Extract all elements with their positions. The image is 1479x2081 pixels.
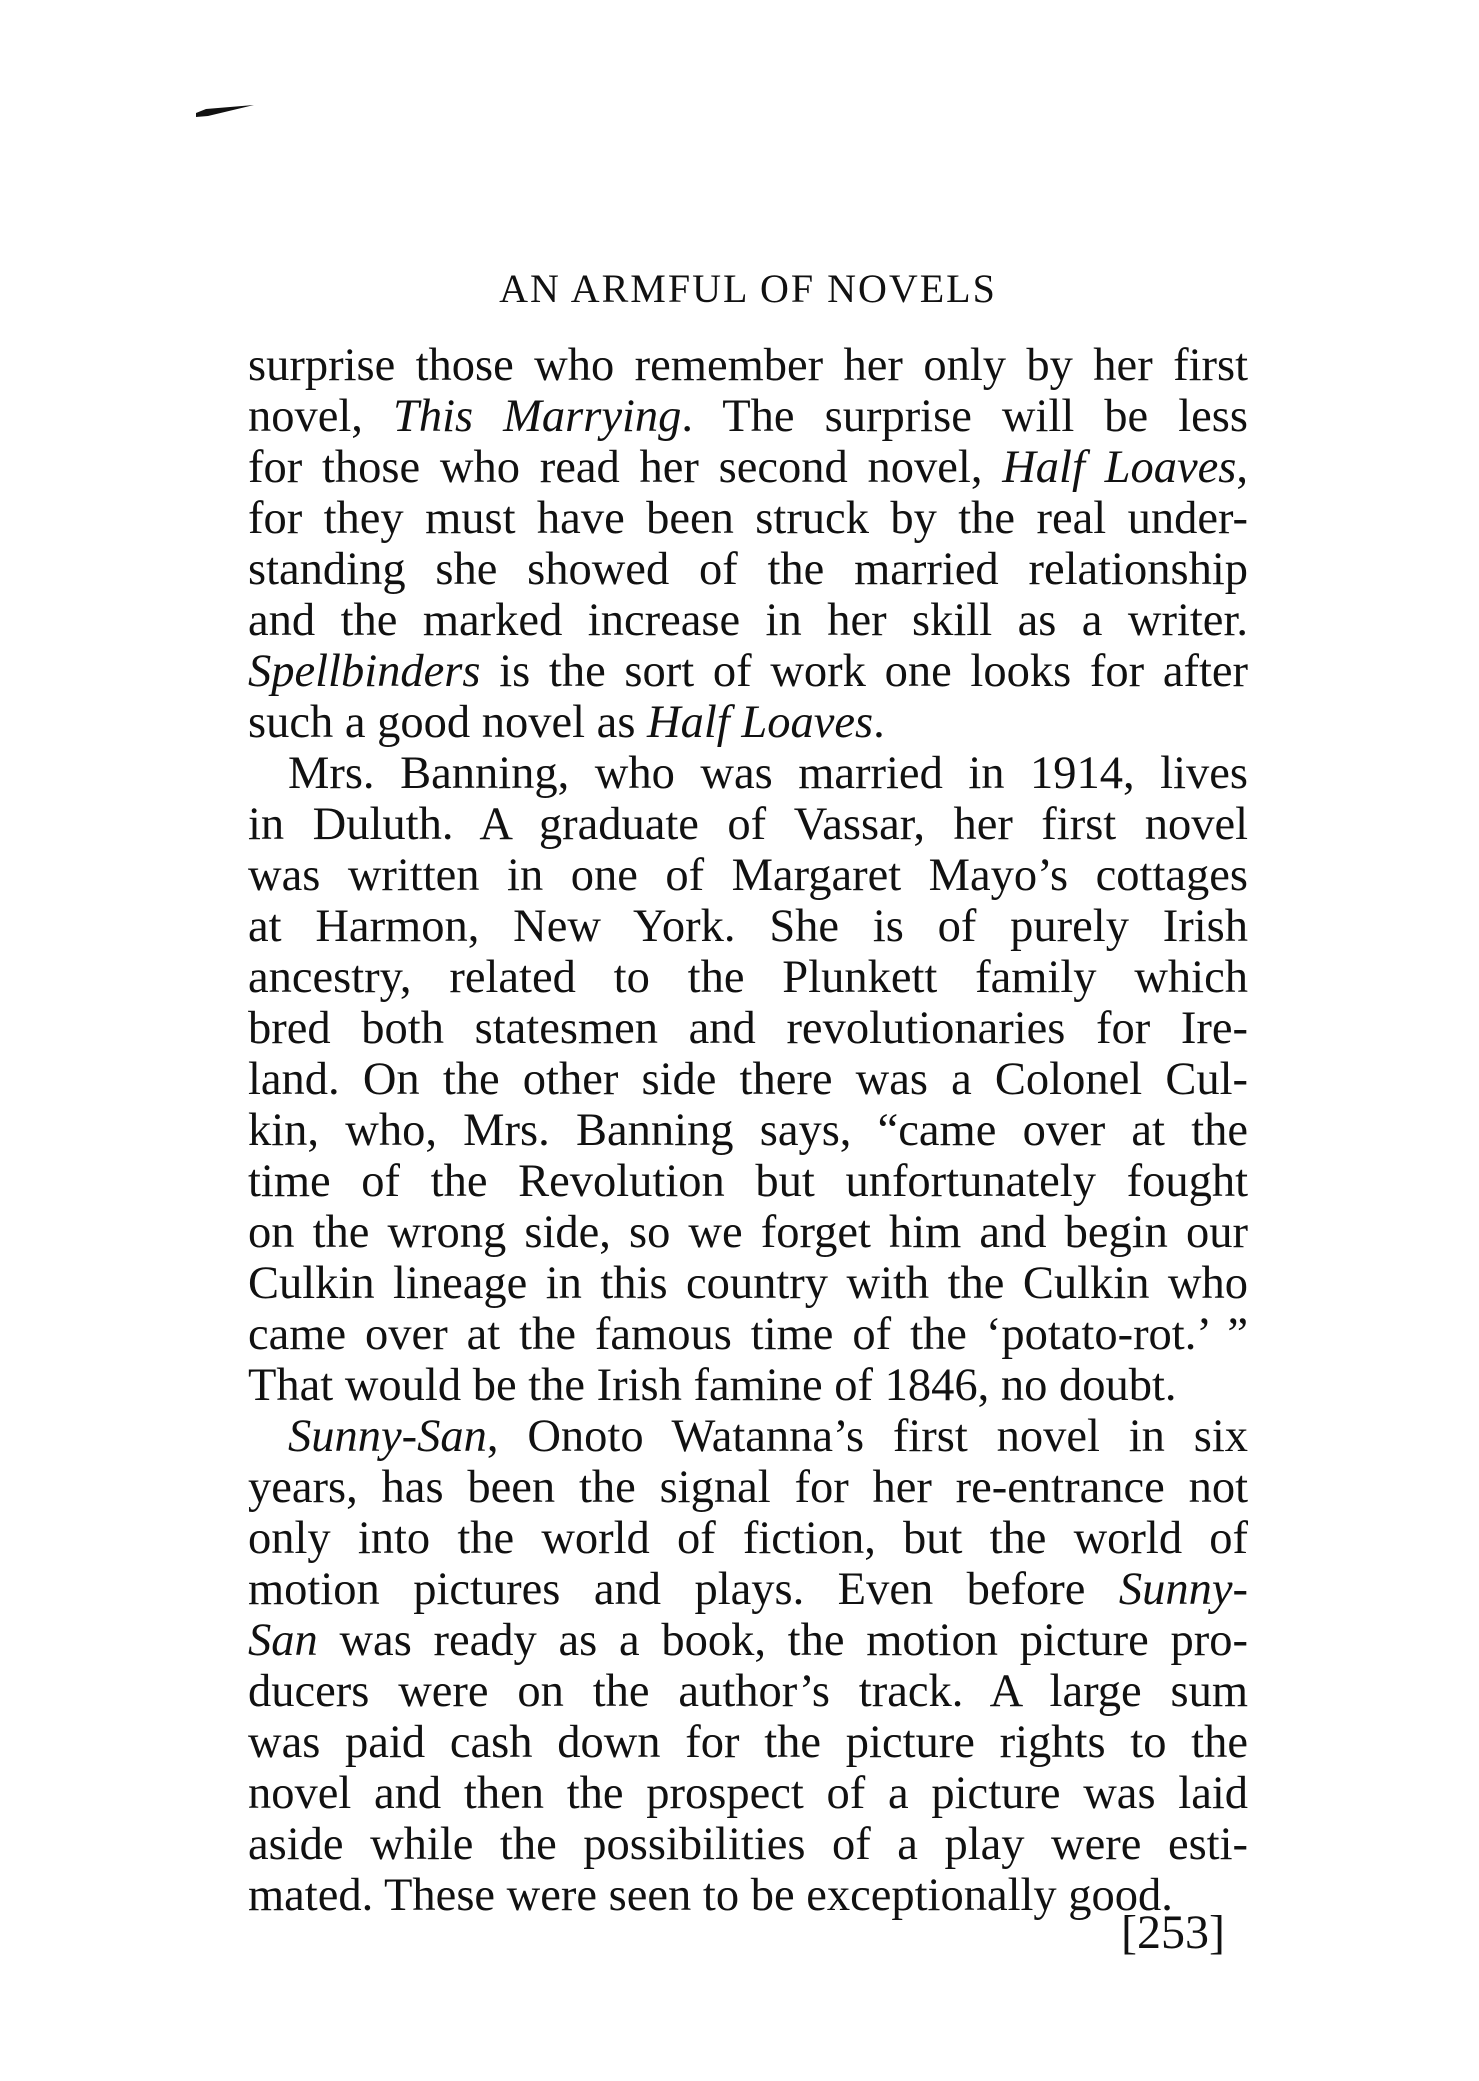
text-run: for they must have been struck by the real under-: [248, 493, 1248, 544]
text-run: such a good novel as: [248, 697, 648, 748]
italic-title: Sunny-: [1118, 1564, 1248, 1615]
text-line: [248, 1819, 1248, 1870]
italic-title: Spellbinders: [248, 646, 481, 697]
text-run: Culkin lineage in this country with the Culkin who: [248, 1258, 1248, 1309]
text-line: [248, 544, 1248, 595]
text-run: kin, who, Mrs. Banning says, “came over at the: [248, 1105, 1248, 1156]
text-line: [248, 1462, 1248, 1513]
text-line: [248, 1513, 1248, 1564]
text-run: only into the world of fiction, but the world of: [248, 1513, 1248, 1564]
text-line: [248, 1309, 1248, 1360]
text-line: [248, 850, 1248, 901]
text-run: time of the Revolution but unfortunately fought: [248, 1156, 1248, 1207]
text-run: .: [873, 697, 885, 748]
text-run: aside while the possibilities of a play were esti-: [248, 1819, 1248, 1870]
italic-title: Sunny-San: [288, 1411, 487, 1462]
text-run: at Harmon, New York. She is of purely Irish: [248, 901, 1248, 952]
text-line: [248, 1717, 1248, 1768]
text-run: in Duluth. A graduate of Vassar, her first novel: [248, 799, 1248, 850]
italic-title: This Marrying: [393, 391, 682, 442]
text-run: novel,: [248, 391, 393, 442]
text-run: novel and then the prospect of a picture was laid: [248, 1768, 1248, 1819]
text-line: [248, 442, 1248, 493]
text-line: [248, 1207, 1248, 1258]
text-line: [248, 1615, 1248, 1666]
text-line: [248, 1768, 1248, 1819]
text-run: ,: [1236, 442, 1248, 493]
text-run: for those who read her second novel,: [248, 442, 1003, 493]
page-number: [253]: [1121, 1906, 1225, 1959]
text-line: [248, 340, 1248, 391]
text-line: [248, 1003, 1248, 1054]
text-run: . The surprise will be less: [681, 391, 1248, 442]
text-run: bred both statesmen and revolutionaries for Ire-: [248, 1003, 1248, 1054]
text-line: [248, 697, 1248, 748]
italic-title: Half Loaves: [1002, 442, 1237, 493]
text-run: That would be the Irish famine of 1846, no doubt.: [248, 1360, 1177, 1411]
text-line: [248, 748, 1248, 799]
text-line: [248, 391, 1248, 442]
text-line: [248, 646, 1248, 697]
text-line: [248, 1666, 1248, 1717]
text-run: surprise those who remember her only by her first: [248, 340, 1248, 391]
text-line: [248, 1258, 1248, 1309]
text-line: [248, 595, 1248, 646]
text-line: [248, 901, 1248, 952]
text-run: ancestry, related to the Plunkett family which: [248, 952, 1248, 1003]
text-run: came over at the famous time of the ‘potato-rot.’ ”: [248, 1309, 1248, 1360]
text-run: land. On the other side there was a Colonel Cul-: [248, 1054, 1248, 1105]
text-line: [248, 1411, 1248, 1462]
text-run: years, has been the signal for her re-entrance not: [248, 1462, 1248, 1513]
text-run: motion pictures and plays. Even before: [248, 1564, 1119, 1615]
text-line: [248, 1105, 1248, 1156]
text-run: mated. These were seen to be exceptionally good.: [248, 1870, 1173, 1921]
italic-title: Half Loaves: [647, 697, 874, 748]
text-line: [248, 1054, 1248, 1105]
text-line: [248, 1156, 1248, 1207]
text-line: [248, 493, 1248, 544]
running-head: AN ARMFUL OF NOVELS: [499, 266, 997, 311]
text-run: was ready as a book, the motion picture pro-: [317, 1615, 1248, 1666]
text-run: was written in one of Margaret Mayo’s cottages: [248, 850, 1248, 901]
text-run: was paid cash down for the picture rights to the: [248, 1717, 1248, 1768]
text-run: is the sort of work one looks for after: [480, 646, 1248, 697]
printer-mark: [196, 104, 254, 118]
italic-title: San: [248, 1615, 318, 1666]
text-line: [248, 952, 1248, 1003]
text-run: and the marked increase in her skill as a writer.: [248, 595, 1248, 646]
text-run: standing she showed of the married relationship: [248, 544, 1248, 595]
text-run: ducers were on the author’s track. A large sum: [248, 1666, 1248, 1717]
text-line: [248, 1360, 1248, 1411]
text-run: on the wrong side, so we forget him and begin our: [248, 1207, 1248, 1258]
body-text: [248, 340, 1248, 1921]
text-run: , Onoto Watanna’s first novel in six: [486, 1411, 1248, 1462]
text-line: [248, 1564, 1248, 1615]
text-line: [248, 799, 1248, 850]
text-run: Mrs. Banning, who was married in 1914, lives: [288, 748, 1248, 799]
